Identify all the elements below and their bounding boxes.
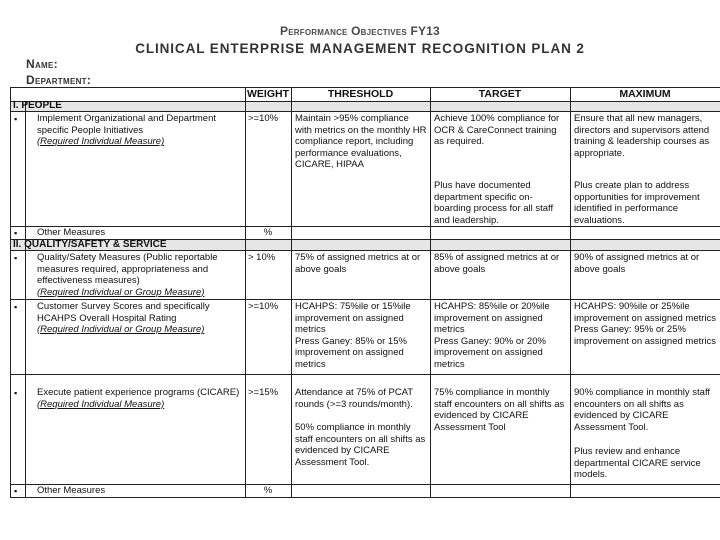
bullet-icon: ▪: [14, 486, 18, 496]
quality-row-3-threshold: Attendance at 75% of PCAT rounds (>=3 rounds/month).: [295, 387, 413, 410]
requirement-note: (Required Individual Measure): [37, 398, 165, 410]
plan-subtitle: CLINICAL ENTERPRISE MANAGEMENT RECOGNITION PLAN 2: [135, 41, 585, 56]
bullet-icon: ▪: [14, 114, 18, 124]
objective-text: Customer Survey Scores and specifically HCAHPS Overall Hospital Rating: [37, 301, 210, 324]
people-row-1-maximum: Ensure that all new managers, directors and supervisors attend training & leadership courses as appropriate.: [574, 113, 710, 159]
column-header-maximum: MAXIMUM: [619, 88, 671, 100]
requirement-note: (Required Individual or Group Measure): [37, 324, 205, 335]
column-header-threshold: THRESHOLD: [327, 88, 394, 100]
section-title-quality: II. QUALITY/SAFETY & SERVICE: [13, 239, 167, 250]
quality-row-4-objective: Other Measures: [37, 485, 106, 496]
objective-text: Quality/Safety Measures (Public reportable measures required, appropriateness and effectiveness measures): [37, 252, 218, 286]
quality-row-3-maximum-plus: Plus review and enhance departmental CICARE service models.: [574, 446, 701, 480]
people-row-2-weight: %: [263, 227, 273, 238]
bullet-icon: ▪: [14, 388, 18, 398]
name-label: Name:: [26, 57, 58, 71]
quality-row-2-threshold: HCAHPS: 75%ile or 15%ile improvement on assigned metrics Press Ganey: 85% or 15% improvement on assigned metrics: [295, 301, 411, 370]
people-row-2-objective: Other Measures: [37, 227, 106, 238]
quality-row-1-objective: [37, 252, 241, 298]
quality-row-3-objective: [37, 387, 241, 410]
quality-row-1-maximum: 90% of assigned metrics at or above goals: [574, 252, 700, 275]
section-title-people: I. PEOPLE: [13, 100, 62, 111]
bullet-icon: ▪: [14, 253, 18, 263]
quality-row-3-target: 75% compliance in monthly staff encounters on all shifts as evidenced by CICARE Assessment Tool: [434, 387, 565, 433]
quality-row-1-target: 85% of assigned metrics at or above goals: [434, 252, 560, 275]
people-row-1-target-plus: Plus have documented department specific on-boarding process for all staff and leadership.: [434, 180, 554, 226]
people-row-1-objective: [37, 113, 241, 148]
department-label: Department:: [26, 73, 92, 87]
people-row-1-threshold: Maintain >95% compliance with metrics on the monthly HR compliance report, including performance evaluations, CICARE, HIPAA: [295, 113, 427, 170]
people-row-1-target: Achieve 100% compliance for OCR & CareConnect training as required.: [434, 113, 560, 147]
quality-row-3-maximum: 90% compliance in monthly staff encounters on all shifts as evidenced by CICARE Assessment Tool.: [574, 387, 711, 433]
column-header-weight: WEIGHT: [247, 88, 289, 100]
quality-row-2-maximum: HCAHPS: 90%ile or 25%ile improvement on assigned metrics Press Ganey: 95% or 25% improvement on assigned metrics: [574, 301, 717, 347]
quality-row-1-weight: > 10%: [248, 252, 276, 263]
quality-row-3-threshold-2: 50% compliance in monthly staff encounters on all shifts as evidenced by CICARE Assessment Tool.: [295, 422, 426, 468]
bullet-icon: ▪: [14, 228, 18, 238]
quality-row-2-target: HCAHPS: 85%ile or 20%ile improvement on assigned metrics Press Ganey: 90% or 20% improvement on assigned metrics: [434, 301, 550, 370]
people-row-1-maximum-plus: Plus create plan to address opportunities for improvement identified in performance evaluations.: [574, 180, 700, 226]
document-title: Performance Objectives FY13: [280, 24, 440, 38]
quality-row-2-weight: >=10%: [248, 301, 279, 312]
section-people-band: [11, 101, 720, 111]
objectives-table: [10, 87, 720, 498]
requirement-note: (Required Individual Measure): [37, 136, 165, 147]
objective-text: Implement Organizational and Department specific People Initiatives: [37, 113, 217, 136]
bullet-icon: ▪: [14, 302, 18, 312]
requirement-note: (Required Individual or Group Measure): [37, 286, 205, 298]
quality-row-3-weight: >=15%: [248, 387, 279, 398]
quality-row-2-objective: [37, 301, 241, 336]
quality-row-4-weight: %: [263, 485, 273, 496]
column-header-target: TARGET: [478, 88, 522, 100]
objective-text: Execute patient experience programs (CICARE): [37, 387, 240, 398]
people-row-1-weight: >=10%: [248, 113, 279, 124]
quality-row-1-threshold: 75% of assigned metrics at or above goals: [295, 252, 421, 275]
